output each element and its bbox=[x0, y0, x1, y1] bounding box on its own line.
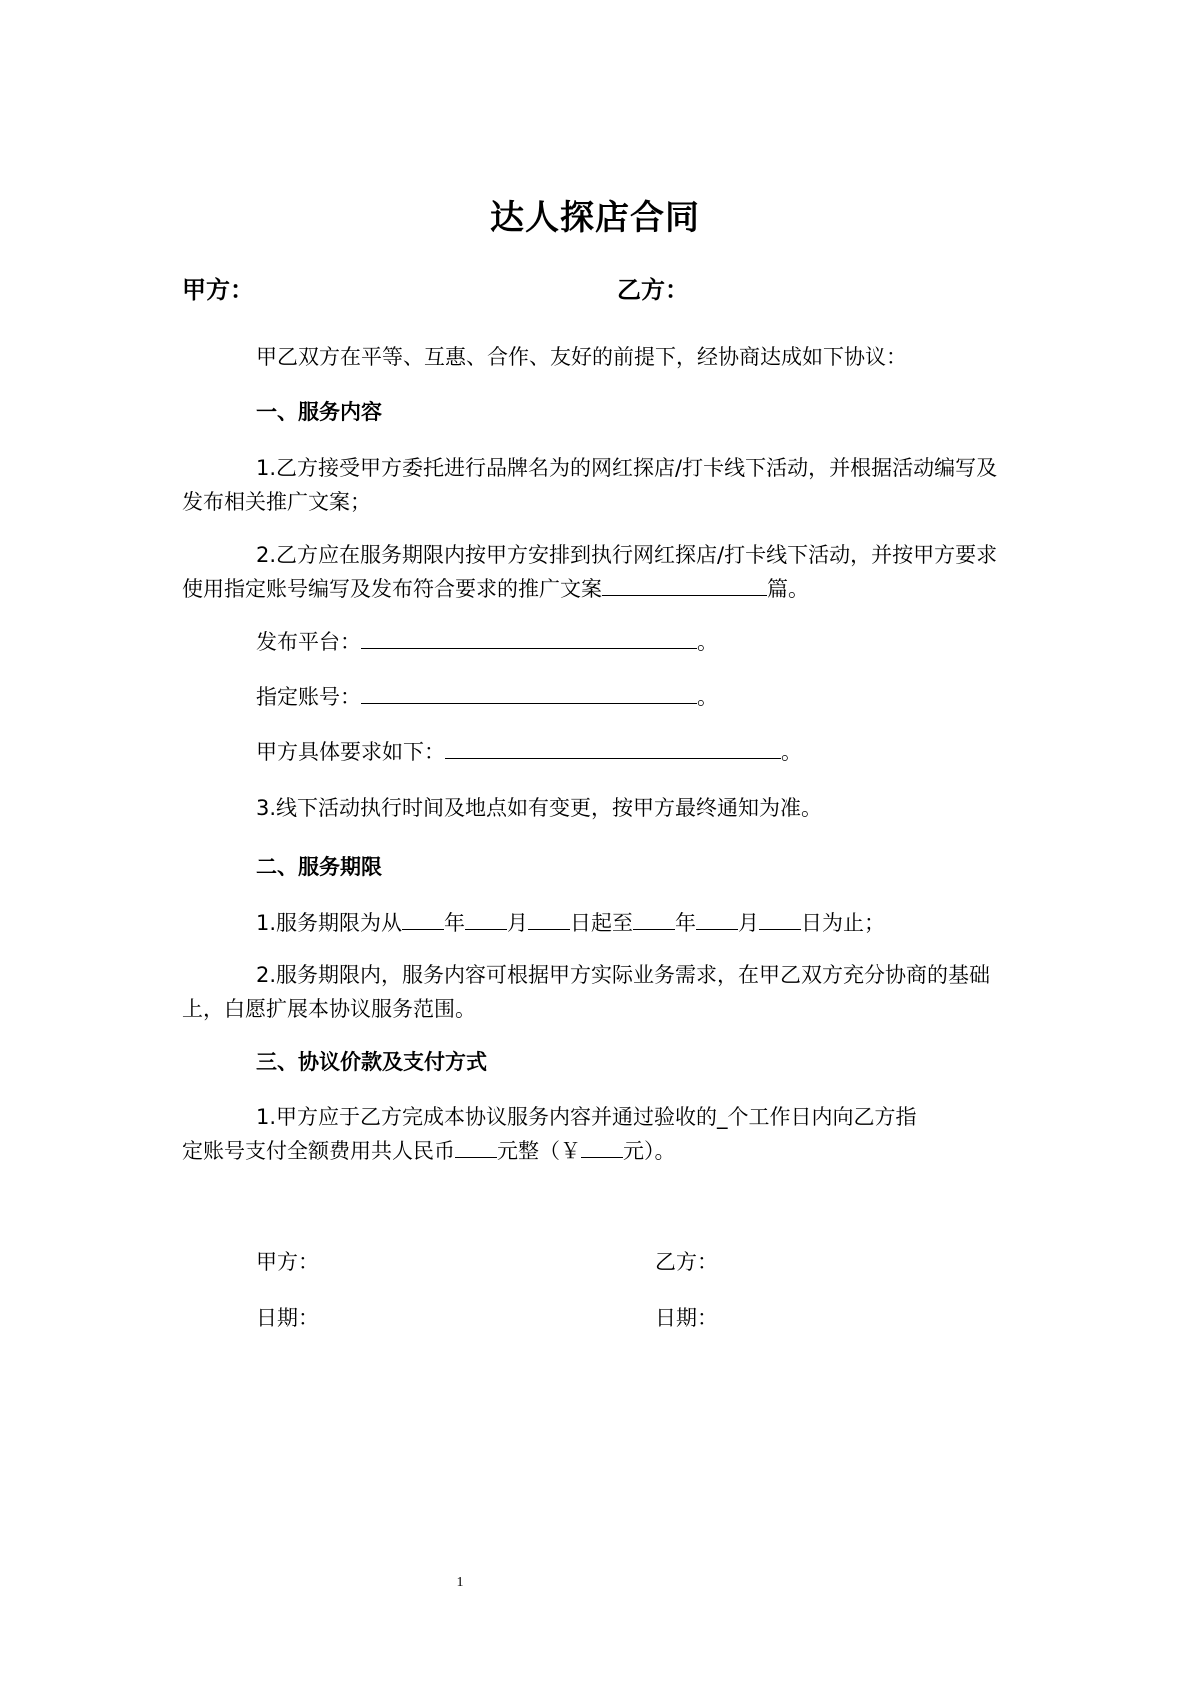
signature-date-b: 日期： bbox=[655, 1306, 718, 1330]
section-2-item-2: 2.服务期限内，服务内容可根据甲方实际业务需求，在甲乙双方充分协商的基础上，白愿扩展本协议服务范围。 bbox=[182, 963, 991, 1021]
signature-party-a: 甲方： bbox=[256, 1250, 319, 1274]
end-year-blank[interactable] bbox=[633, 907, 675, 930]
amount-suffix: 元）。 bbox=[623, 1139, 676, 1163]
platform-label: 发布平台： bbox=[256, 630, 361, 654]
section-1-item-3: 3.线下活动执行时间及地点如有变更，按甲方最终通知为准。 bbox=[256, 796, 823, 820]
document-title: 达人探店合同 bbox=[490, 198, 700, 238]
start-month-blank[interactable] bbox=[465, 907, 507, 930]
term-from-label: 1.服务期限为从 bbox=[256, 911, 403, 935]
end-day-blank[interactable] bbox=[759, 907, 801, 930]
amount-yuan-label: 元整（￥ bbox=[497, 1139, 581, 1163]
amount-number-blank[interactable] bbox=[581, 1135, 623, 1158]
day-end-label: 日为止； bbox=[801, 911, 886, 935]
article-count-suffix: 篇。 bbox=[767, 577, 809, 601]
page-number: 1 bbox=[456, 1575, 464, 1590]
amount-chinese-blank[interactable] bbox=[455, 1135, 497, 1158]
requirements-suffix: 。 bbox=[781, 740, 802, 764]
platform-field bbox=[256, 625, 718, 659]
party-a-header: 甲方： bbox=[182, 276, 254, 304]
party-b-header: 乙方： bbox=[617, 276, 689, 304]
platform-blank[interactable] bbox=[361, 626, 697, 649]
requirements-blank[interactable] bbox=[445, 736, 781, 759]
requirements-field bbox=[256, 735, 802, 769]
section-2-item-1 bbox=[256, 906, 885, 940]
account-suffix: 。 bbox=[697, 685, 718, 709]
requirements-label: 甲方具体要求如下： bbox=[256, 740, 445, 764]
year-label: 年 bbox=[444, 911, 466, 935]
section-3-item-1-line-1: 1.甲方应于乙方完成本协议服务内容并通过验收的_个工作日内向乙方指 bbox=[256, 1105, 917, 1129]
account-blank[interactable] bbox=[361, 681, 697, 704]
intro-paragraph: 甲乙双方在平等、互惠、合作、友好的前提下，经协商达成如下协议： bbox=[256, 345, 907, 369]
month-label: 月 bbox=[738, 911, 760, 935]
section-1-item-2-text: 2.乙方应在服务期限内按甲方安排到执行网红探店/打卡线下活动，并按甲方要求使用指定账号编写及发布符合要求的推广文案 bbox=[182, 543, 998, 601]
year-label: 年 bbox=[675, 911, 697, 935]
start-day-blank[interactable] bbox=[528, 907, 570, 930]
account-field bbox=[256, 680, 718, 714]
signature-date-a: 日期： bbox=[256, 1306, 319, 1330]
section-3-item-1-line-2 bbox=[182, 1134, 676, 1168]
section-1-item-2 bbox=[182, 538, 1012, 606]
start-year-blank[interactable] bbox=[402, 907, 444, 930]
section-2-heading: 二、服务期限 bbox=[256, 855, 382, 879]
end-month-blank[interactable] bbox=[696, 907, 738, 930]
platform-suffix: 。 bbox=[697, 630, 718, 654]
section-3-heading: 三、协议价款及支付方式 bbox=[256, 1050, 487, 1074]
amount-label: 定账号支付全额费用共人民币 bbox=[182, 1139, 455, 1163]
account-label: 指定账号： bbox=[256, 685, 361, 709]
month-label: 月 bbox=[507, 911, 529, 935]
day-to-label: 日起至 bbox=[570, 911, 634, 935]
section-1-item-1: 1.乙方接受甲方委托进行品牌名为的网红探店/打卡线下活动，并根据活动编写及发布相关推广文案； bbox=[182, 456, 998, 514]
signature-party-b: 乙方： bbox=[655, 1250, 718, 1274]
section-1-heading: 一、服务内容 bbox=[256, 400, 382, 424]
article-count-blank[interactable] bbox=[602, 573, 767, 596]
